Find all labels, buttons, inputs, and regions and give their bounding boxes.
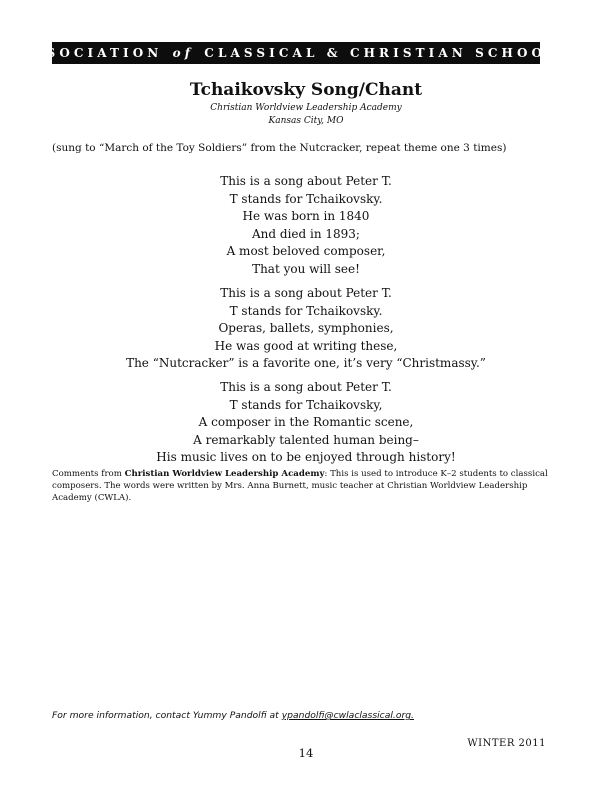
verse-line: And died in 1893; <box>252 226 360 241</box>
comments-source: Christian Worldview Leadership Academy <box>124 469 325 479</box>
verse-line: T stands for Tchaikovsky, <box>229 397 383 412</box>
issue-season: WINTER 2011 <box>467 738 546 749</box>
verse-line: A most beloved composer, <box>226 244 386 259</box>
verse-line: A remarkably talented human being– <box>193 432 419 447</box>
contact-email-link[interactable]: ypandolfi@cwlaclassical.org. <box>281 710 414 721</box>
verse-2 <box>0 285 612 373</box>
masthead-banner <box>20 42 572 64</box>
verse-line: This is a song about Peter T. <box>220 286 392 300</box>
comments-lead: Comments from <box>52 469 125 479</box>
verse-line: He was born in 1840 <box>242 209 370 224</box>
banner-of: of <box>172 46 195 60</box>
verse-line: This is a song about Peter T. <box>220 174 392 188</box>
contact-text: For more information, contact Yummy Pandolfi at <box>52 710 282 721</box>
verse-line: T stands for Tchaikovsky. <box>229 303 383 318</box>
verse-3 <box>0 379 612 467</box>
contact-line <box>52 710 414 721</box>
page-number: 14 <box>298 746 314 760</box>
verse-1 <box>0 173 612 279</box>
verse-line: The “Nutcracker” is a favorite one, it’s very “Christmassy.” <box>126 356 486 371</box>
school-name: Christian Worldview Leadership Academy <box>210 103 402 113</box>
verse-line: That you will see! <box>252 261 360 276</box>
song-intro: (sung to “March of the Toy Soldiers” from the Nutcracker, repeat theme one 3 times) <box>52 142 507 154</box>
verse-line: This is a song about Peter T. <box>220 380 392 394</box>
verse-line: T stands for Tchaikovsky. <box>229 191 383 206</box>
comments-body: : This is used to introduce K–2 students to classical composers. The words were written by Mrs. Anna Burnett, music teacher at Christian Worldview Leadership Academy (CWLA). <box>52 469 548 504</box>
article-title: Tchaikovsky Song/Chant <box>189 80 423 100</box>
banner-association: ASSOCIATION <box>20 46 163 60</box>
school-location: Kansas City, MO <box>268 116 344 126</box>
verse-line: A composer in the Romantic scene, <box>198 415 414 430</box>
banner-schools: CLASSICAL & CHRISTIAN SCHOOLS <box>204 46 572 60</box>
comments-paragraph <box>52 468 552 505</box>
verse-line: His music lives on to be enjoyed through history! <box>156 450 456 465</box>
verse-line: He was good at writing these, <box>214 338 398 353</box>
verse-line: Operas, ballets, symphonies, <box>218 321 394 336</box>
